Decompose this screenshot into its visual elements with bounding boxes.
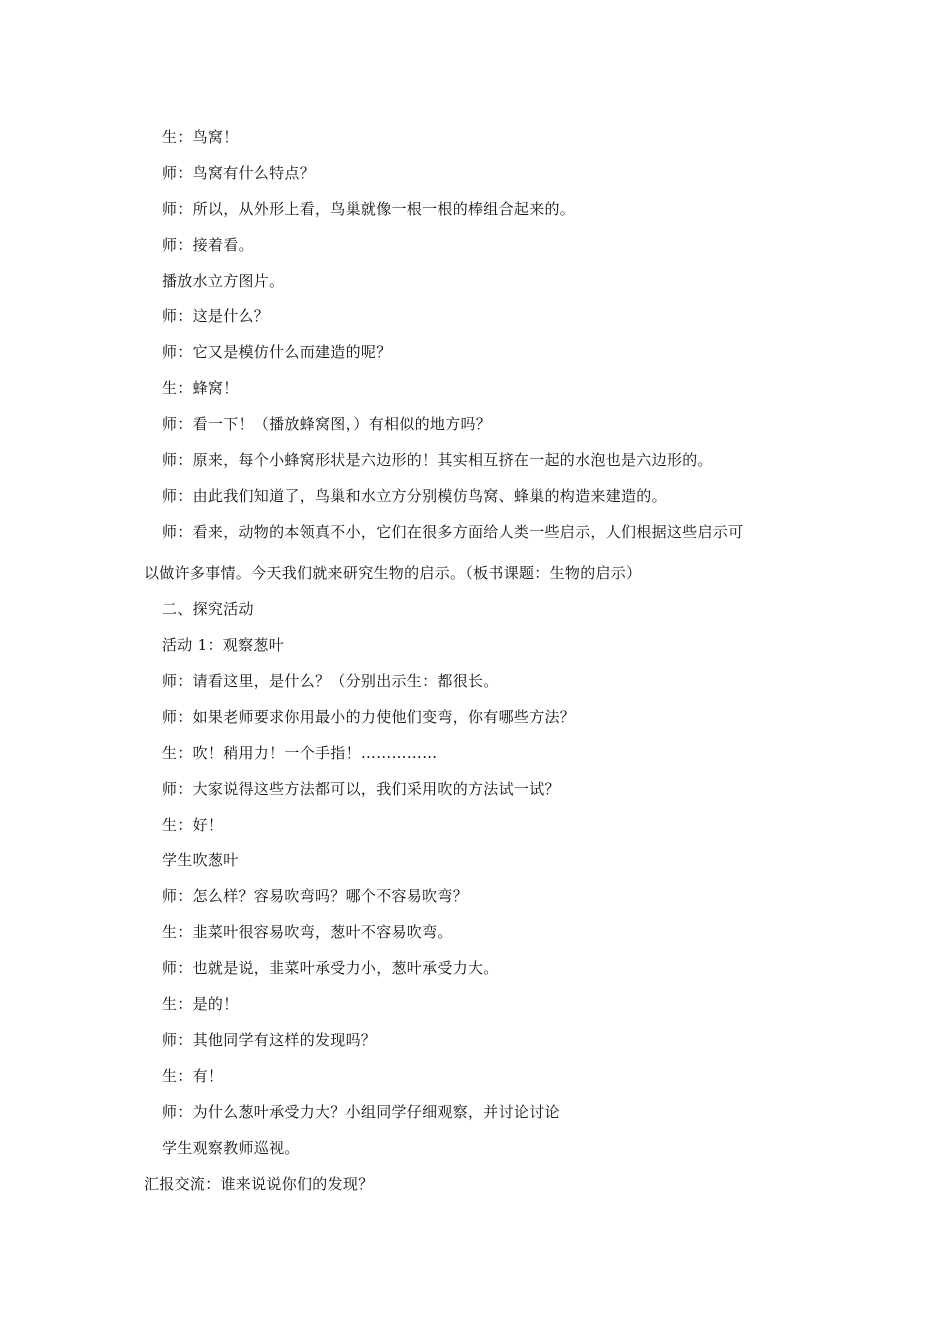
text-line: 师：看一下！（播放蜂窝图，）有相似的地方吗？ <box>162 415 492 433</box>
text-line: 师：原来，每个小蜂窝形状是六边形的！其实相互挤在一起的水泡也是六边形的。 <box>162 451 713 469</box>
text-line: 师：请看这里，是什么？（分别出示生：都很长。 <box>162 672 499 690</box>
text-line: 师：看来，动物的本领真不小，它们在很多方面给人类一些启示，人们根据这些启示可 <box>162 523 744 541</box>
text-line: 生：吹！稍用力！一个手指！…………… <box>162 744 438 762</box>
text-line: 师：其他同学有这样的发现吗？ <box>162 1031 377 1049</box>
text-line: 师：接着看。 <box>162 236 254 254</box>
text-line: 师：大家说得这些方法都可以，我们采用吹的方法试一试？ <box>162 780 560 798</box>
text-line: 汇报交流：谁来说说你们的发现？ <box>144 1175 374 1193</box>
text-line: 生：韭菜叶很容易吹弯，葱叶不容易吹弯。 <box>162 923 453 941</box>
text-line: 师：由此我们知道了，鸟巢和水立方分别模仿鸟窝、蜂巢的构造来建造的。 <box>162 487 667 505</box>
text-line: 师：鸟窝有什么特点？ <box>162 164 316 182</box>
text-line: 播放水立方图片。 <box>162 272 285 290</box>
text-line: 学生吹葱叶 <box>162 851 239 869</box>
text-line: 学生观察教师巡视。 <box>162 1139 300 1157</box>
text-line: 生：是的！ <box>162 995 239 1013</box>
text-line: 师：为什么葱叶承受力大？小组同学仔细观察，并讨论讨论 <box>162 1103 560 1121</box>
text-line: 师：它又是模仿什么而建造的呢？ <box>162 343 392 361</box>
text-line: 师：所以，从外形上看，鸟巢就像一根一根的棒组合起来的。 <box>162 200 576 218</box>
text-line: 师：也就是说，韭菜叶承受力小，葱叶承受力大。 <box>162 959 499 977</box>
text-line: 师：这是什么？ <box>162 307 270 325</box>
activity-heading: 活动 1：观察葱叶 <box>162 636 285 654</box>
text-line: 师：怎么样？容易吹弯吗？哪个不容易吹弯？ <box>162 887 469 905</box>
text-line: 生：有！ <box>162 1067 224 1085</box>
text-line: 生：鸟窝！ <box>162 128 239 146</box>
text-line: 生：蜂窝！ <box>162 379 239 397</box>
text-line: 师：如果老师要求你用最小的力使他们变弯，你有哪些方法？ <box>162 708 576 726</box>
section-heading: 二、探究活动 <box>162 600 254 618</box>
text-line: 生：好！ <box>162 816 224 834</box>
text-line: 以做许多事情。今天我们就来研究生物的启示。（板书课题：生物的启示） <box>144 564 642 582</box>
